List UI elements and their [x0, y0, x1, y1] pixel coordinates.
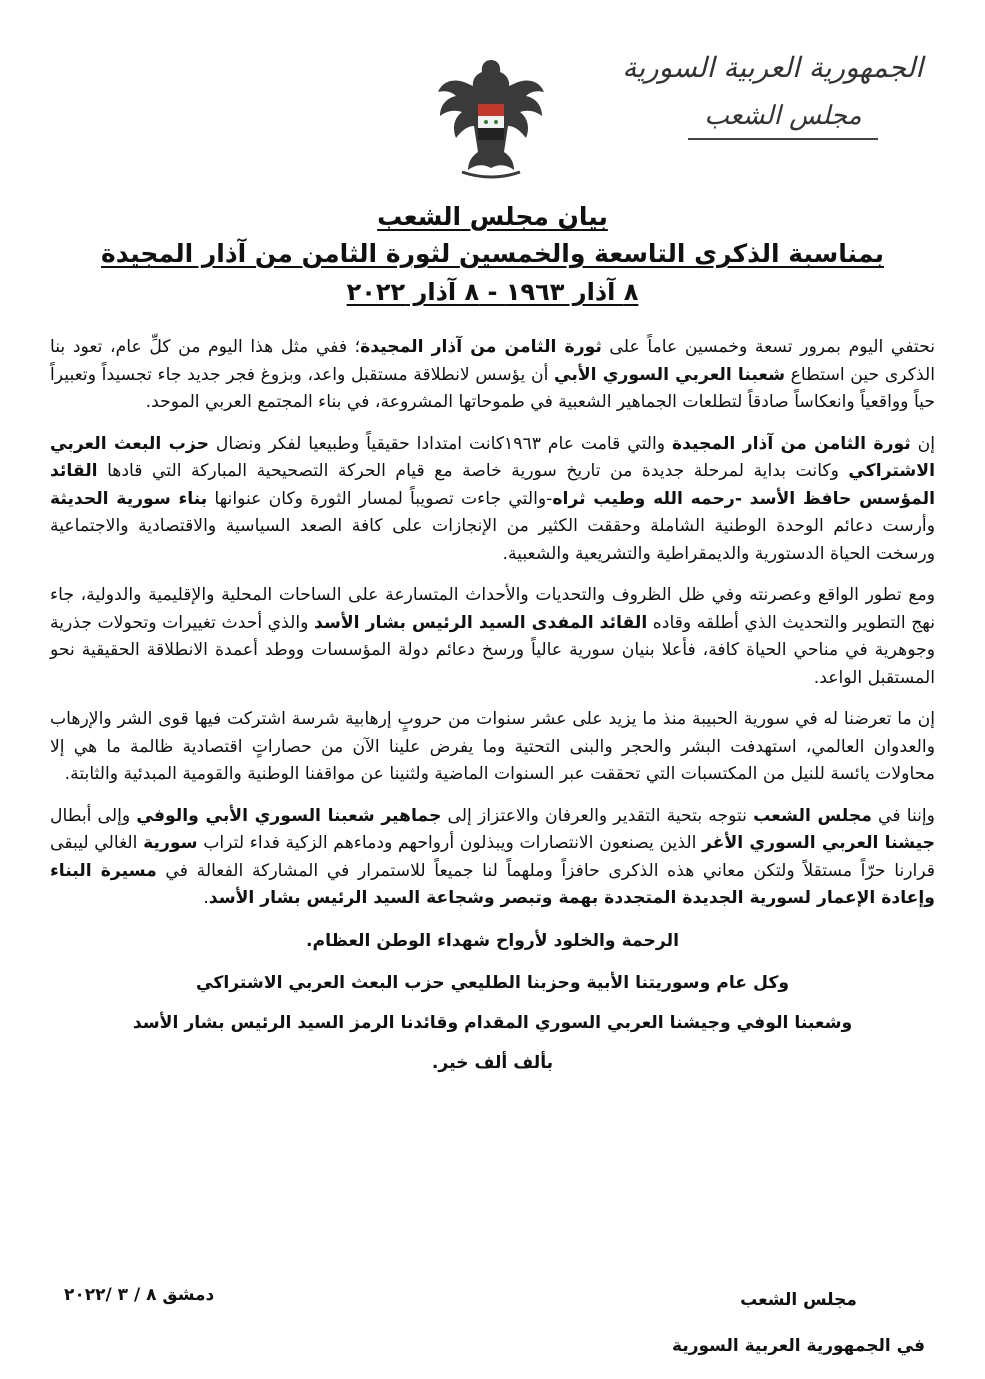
- paragraph-3: ومع تطور الواقع وعصرنته وفي ظل الظروف والتحديات والأحداث المتسارعة على الساحات المحلية والإقليمية والدولية، جاء نهج التطوير والتحديث الذي أطلقه وقاده القائد المفدى السيد الرئيس بشار الأسد والذي أحدث تغييرات وتحولات جذرية وجوهرية في مناحي الحياة كافة، فأعلا بنيان سورية عالياً ورسخ دعائم دولة المؤسسات ووطد أعمدة الانطلاقة الحقيقية نحو المستقبل الواعد.: [50, 585, 936, 688]
- letterhead-state: الجمهورية العربية السورية: [622, 51, 923, 84]
- signature-line-2: في الجمهورية العربية السورية: [672, 1336, 925, 1356]
- closing-line-4: بألف ألف خير.: [431, 1052, 554, 1073]
- closing-line-2: وكل عام وسوريتنا الأبية وحزبنا الطليعي حزب البعث العربي الاشتراكي: [195, 972, 790, 993]
- statement-titles: [60, 200, 925, 310]
- paragraph-2: إن ثورة الثامن من آذار المجيدة والتي قامت عام ١٩٦٣كانت امتدادا حقيقياً وطبيعيا لفكر ونضال حزب البعث العربي الاشتراكي وكانت بداية لمرحلة جديدة من تاريخ سورية خاصة مع قيام الحركة التصحيحية المباركة التي قادها القائد المؤسس حافظ الأسد -رحمه الله وطيب ثراه-والتي جاءت تصويباً لمسار الثورة وكان عنوانها بناء سورية الحديثة وأرست دعائم الوحدة الوطنية الشاملة وحققت الكثير من الإنجازات على كافة الصعد السياسية والاقتصادية والاجتماعية ورسخت الحياة الدستورية والديمقراطية والتشريعية والشعبية.: [50, 433, 935, 564]
- closing-remarks: [50, 927, 935, 1077]
- paragraph-4: إن ما تعرضنا له في سورية الحبيبة منذ ما يزيد على عشر سنوات من حروبٍ إرهابية شرسة اشتركت فيها قوى الشر والإرهاب والعدوان العالمي، استهدفت البشر والحجر والبنى التحتية وما يفرض علينا الآن من حصاراتٍ اقتصادية ظالمة ما هي إلا محاولات يائسة للنيل من المكتسبات التي تحققت عبر السنوات الماضية ولثنينا عن مواقفنا الوطنية والقومية المبدئية والثابتة.: [50, 709, 935, 784]
- letterhead-rule: [688, 138, 878, 140]
- eagle-emblem-icon: [432, 52, 550, 182]
- paragraph-1: نحتفي اليوم بمرور تسعة وخمسين عاماً على ثورة الثامن من آذار المجيدة؛ ففي مثل هذا اليوم من كلِّ عام، تعود بنا الذكرى حين استطاع شعبنا العربي السوري الأبي أن يؤسس لانطلاقة مستقبل واعد، وبزوغ فجر جديد جاء تجسيداً وتعبيراً حياً وواقعياً وانعكاساً صادقاً لتطلعات الجماهير الشعبية في طموحاتها المشروعة، في بناء المجتمع العربي الموحد.: [50, 337, 935, 412]
- paragraph-5: وإننا في مجلس الشعب نتوجه بتحية التقدير والعرفان والاعتزاز إلى جماهير شعبنا السوري الأبي والوفي وإلى أبطال جيشنا العربي السوري الأغر الذين يصنعون الانتصارات ويبذلون أرواحهم ودماءهم الزكية فداء لتراب سورية الغالي ليبقى قرارنا حرّاً مستقلاً ولتكن معاني هذه الذكرى حافزاً وملهماً لنا جميعاً للاستمرار في المشاركة الفعالة في مسيرة البناء وإعادة الإعمار لسورية الجديدة المتجددة بهمة وتبصر وشجاعة السيد الرئيس بشار الأسد.: [50, 805, 936, 908]
- statement-title: بيان مجلس الشعب: [377, 202, 608, 231]
- issue-date: دمشق ٨ / ٣ /٢٠٢٢: [64, 1285, 215, 1305]
- statement-subtitle: بمناسبة الذكرى التاسعة والخمسين لثورة الثامن من آذار المجيدة: [101, 239, 884, 268]
- statement-dates: ٨ آذار ١٩٦٣ - ٨ آذار ٢٠٢٢: [346, 278, 639, 306]
- signature-block: [672, 1283, 925, 1363]
- closing-line-1: الرحمة والخلود لأرواح شهداء الوطن العظام.: [306, 930, 679, 951]
- signature-line-1: مجلس الشعب: [740, 1290, 857, 1310]
- statement-body: [50, 334, 935, 1091]
- closing-line-3: وشعبنا الوفي وجيشنا العربي السوري المقدام وقائدنا الرمز السيد الرئيس بشار الأسد: [132, 1012, 853, 1033]
- letterhead: [622, 48, 923, 140]
- letterhead-council: مجلس الشعب: [704, 101, 862, 131]
